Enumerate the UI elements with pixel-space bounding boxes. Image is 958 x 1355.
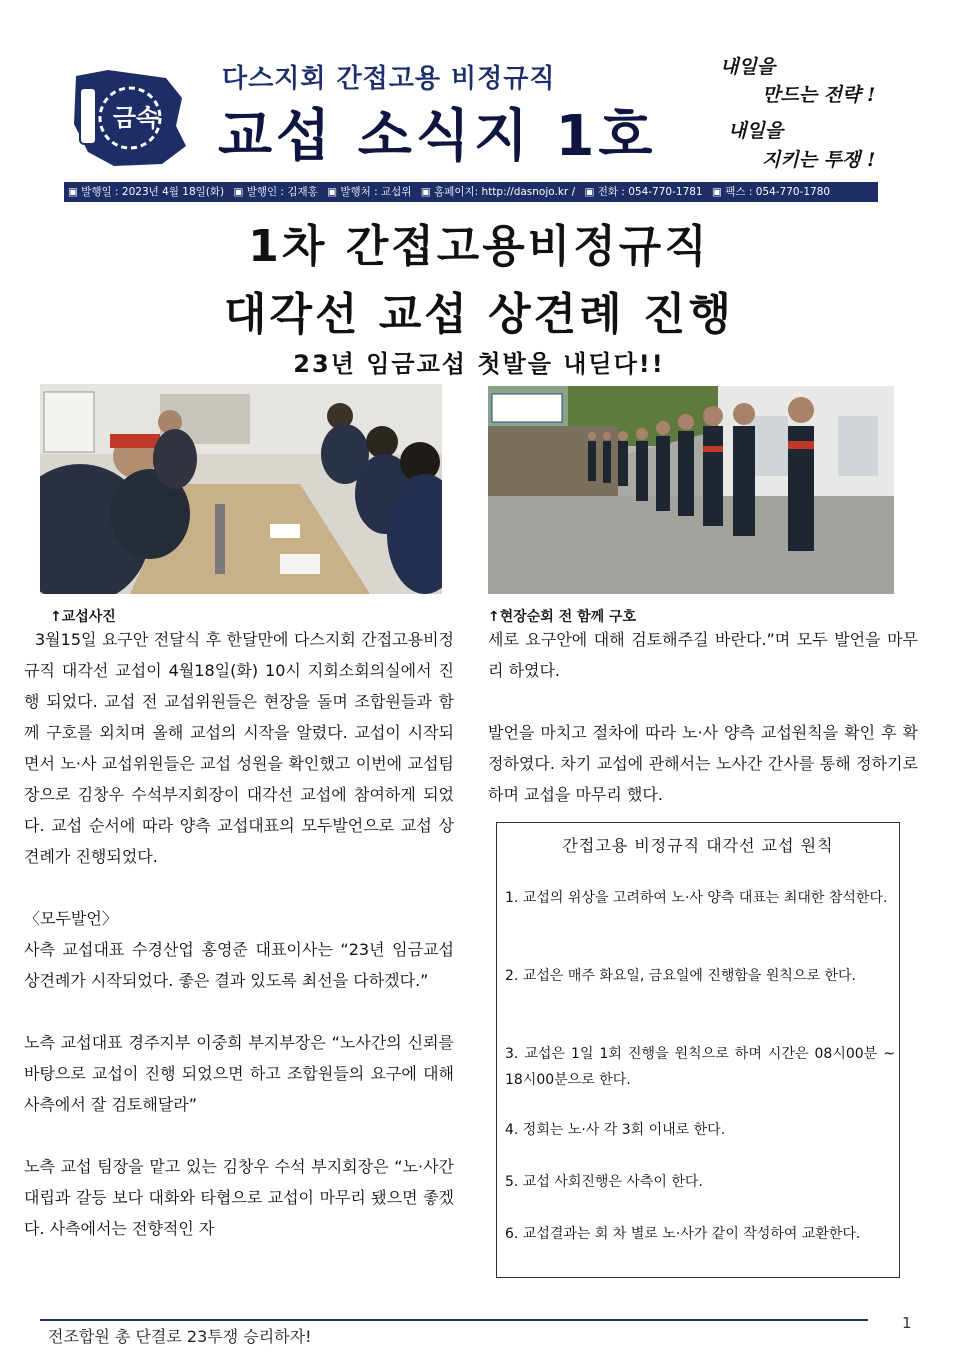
negotiation-principles-box xyxy=(496,822,900,1278)
issuer: ▣ 발행처 : 교섭위 xyxy=(327,186,412,198)
article-paragraph: 발언을 마치고 절차에 따라 노·사 양측 교섭원칙을 확인 후 확정하였다. 차기 교섭에 관해서는 노사간 간사를 통해 정하기로 하며 교섭을 마무리 했다. xyxy=(488,723,918,804)
footer-slogan: 전조합원 총 단결로 23투쟁 승리하자! xyxy=(48,1327,312,1346)
publish-date: ▣ 발행일 : 2023년 4월 18일(화) xyxy=(68,186,225,198)
rally-outdoor-photo xyxy=(488,386,894,594)
principle-item: 1. 교섭의 위상을 고려하여 노·사 양측 대표는 최대한 참석한다. xyxy=(505,890,888,906)
article-paragraph: 노측 교섭 팀장을 맡고 있는 김창우 수석 부지회장은 “노·사간 대립과 갈등 보다 대화와 타협으로 교섭이 마무리 됐으면 좋겠다. 사측에서는 전향적인 자 xyxy=(24,1157,454,1238)
fax: ▣ 팩스 : 054-770-1780 xyxy=(711,186,831,198)
headline-subline: 23년 임금교섭 첫발을 내딛다!! xyxy=(293,350,665,378)
section-heading: 〈모두발언〉 xyxy=(24,909,118,928)
principles-title: 간접고용 비정규직 대각선 교섭 원칙 xyxy=(562,836,834,855)
newsletter-subtitle: 다스지회 간접고용 비정규직 xyxy=(222,64,556,94)
page-number: 1 xyxy=(902,1314,912,1332)
phone: ▣ 전화 : 054-770-1781 xyxy=(584,186,703,198)
photo-caption-right: ↑현장순회 전 함께 구호 xyxy=(488,609,637,625)
principle-item: 4. 정회는 노·사 각 3회 이내로 한다. xyxy=(505,1122,726,1138)
headline-line-2: 대각선 교섭 상견례 진행 xyxy=(224,289,734,340)
photo-caption-left: ↑교섭사진 xyxy=(50,609,116,625)
article-right-column xyxy=(488,624,918,810)
publication-info-bar xyxy=(64,182,878,202)
principle-item: 6. 교섭결과는 회 차 별로 노·사가 같이 작성하여 교환한다. xyxy=(505,1226,861,1242)
newsletter-title: 교섭 소식지 1호 xyxy=(218,104,657,169)
article-left-column xyxy=(24,624,454,1244)
slogan-line: 지키는 투쟁 ! xyxy=(762,149,876,171)
publisher: ▣ 발행인 : 김재홍 xyxy=(233,186,318,198)
article-paragraph: 세로 요구안에 대해 검토해주길 바란다.”며 모두 발언을 마무리 하였다. xyxy=(488,630,918,680)
footer-divider xyxy=(40,1319,868,1321)
slogan-line: 만드는 전략 ! xyxy=(762,84,876,106)
slogan-line: 내일을 xyxy=(728,120,784,142)
union-logo xyxy=(70,68,190,168)
principle-item: 2. 교섭은 매주 화요일, 금요일에 진행함을 원칙으로 한다. xyxy=(505,968,856,984)
homepage: ▣ 홈페이지: http://dasnojo.kr / xyxy=(420,186,576,198)
article-paragraph: 사측 교섭대표 수경산업 홍영준 대표이사는 “23년 임금교섭 상견례가 시작되었다. 좋은 결과 있도록 최선을 다하겠다.” xyxy=(24,940,454,990)
slogan-line: 내일을 xyxy=(720,56,776,78)
headline-line-1: 1차 간접고용비정규직 xyxy=(248,221,710,272)
article-paragraph: 노측 교섭대표 경주지부 이중희 부지부장은 “노사간의 신뢰를 바탕으로 교섭이 진행 되었으면 하고 조합원들의 요구에 대해 사측에서 잘 검토해달라” xyxy=(24,1033,454,1114)
article-paragraph: 3월15일 요구안 전달식 후 한달만에 다스지회 간접고용비정규직 대각선 교섭이 4월18일(화) 10시 지회소회의실에서 진행 되었다. 교섭 전 교섭위원들은 현장을 돌며 조합원들과 함께 구호를 외치며 올해 교섭의 시작을 알렸다. 교섭이 시작되면서 노·사 교섭위원들은 교섭 성원을 확인했고 이번에 교섭팀장으로 김창우 수석부지회장이 대각선 교섭에 참여하게 되었다. 교섭 순서에 따라 양측 교섭대표의 모두발언으로 교섭 상견례가 진행되었다. xyxy=(24,630,455,866)
principle-item: 5. 교섭 사회진행은 사측이 한다. xyxy=(505,1174,703,1190)
logo-text: 금속 xyxy=(112,104,160,132)
principle-item: 3. 교섭은 1일 1회 진행을 원칙으로 하며 시간은 08시00분 ~ 18시00분으로 한다. xyxy=(505,1046,895,1088)
negotiation-meeting-photo xyxy=(40,384,442,594)
